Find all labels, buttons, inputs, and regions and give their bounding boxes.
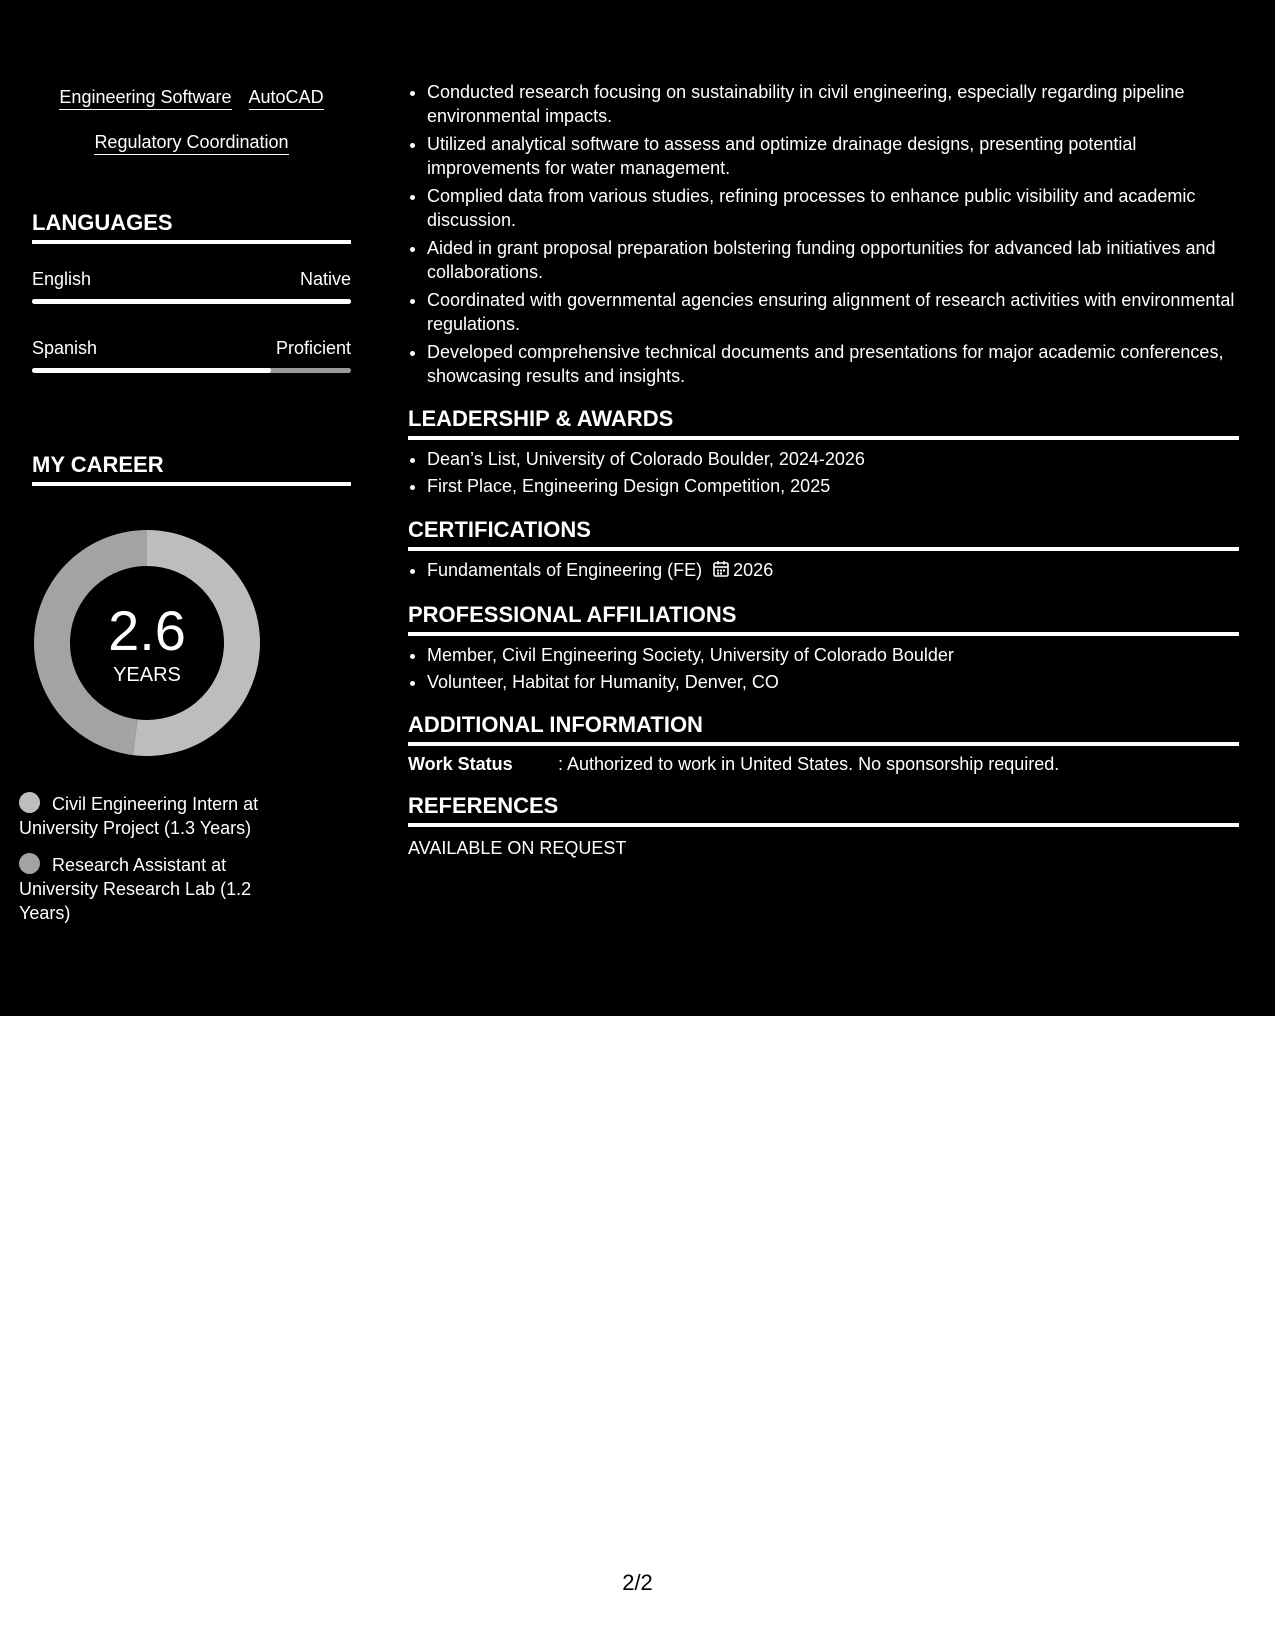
skill-tag: Engineering Software (59, 86, 231, 110)
career-legend-item (19, 792, 279, 840)
language-name: English (32, 269, 92, 289)
experience-bullet: • Utilized analytical software to assess and optimize drainage designs, presenting potential improvements for water management. (427, 132, 1239, 180)
references-text: AVAILABLE ON REQUEST (408, 838, 627, 858)
language-bar (32, 368, 351, 373)
experience-bullets (408, 80, 1239, 392)
certification-year: 2026 (733, 560, 774, 580)
languages-heading: LANGUAGES (32, 210, 351, 244)
language-bar-fill (32, 299, 351, 304)
career-role-label: Research Assistant at University Research Lab (1.2 Years) (19, 855, 252, 923)
affiliation-item: • Volunteer, Habitat for Humanity, Denver, CO (427, 670, 1239, 694)
language-english (32, 268, 351, 304)
language-name: Spanish (32, 338, 98, 358)
certifications-heading: CERTIFICATIONS (408, 517, 1239, 551)
career-legend-item (19, 853, 279, 925)
experience-bullet: • Conducted research focusing on sustainability in civil engineering, especially regarding pipeline environmental impacts. (427, 80, 1239, 128)
certifications-list (408, 558, 1239, 585)
affiliations-list (408, 643, 1239, 697)
career-total-unit: YEARS (113, 664, 181, 686)
legend-dot-icon (19, 792, 40, 813)
additional-info-heading: ADDITIONAL INFORMATION (408, 712, 1239, 746)
calendar-icon (712, 560, 730, 578)
career-total-years: 2.6 (108, 599, 186, 662)
career-heading: MY CAREER (32, 452, 351, 486)
experience-bullet: • Aided in grant proposal preparation bolstering funding opportunities for advanced lab initiatives and collaborations. (427, 236, 1239, 284)
award-item: • Dean’s List, University of Colorado Boulder, 2024-2026 (427, 447, 1239, 471)
awards-heading: LEADERSHIP & AWARDS (408, 406, 1239, 440)
affiliations-heading: PROFESSIONAL AFFILIATIONS (408, 602, 1239, 636)
awards-list (408, 447, 1239, 501)
experience-bullet: • Developed comprehensive technical documents and presentations for major academic conferences, showcasing results and insights. (427, 340, 1239, 388)
career-role-label: Civil Engineering Intern at University Project (1.3 Years) (19, 794, 259, 838)
experience-bullet: • Complied data from various studies, refining processes to enhance public visibility and academic discussion. (427, 184, 1239, 232)
skill-tag: Regulatory Coordination (94, 131, 288, 155)
experience-bullet: • Coordinated with governmental agencies ensuring alignment of research activities with environmental regulations. (427, 288, 1239, 336)
certification-name: Fundamentals of Engineering (FE) (427, 560, 703, 580)
references-heading: REFERENCES (408, 793, 1239, 827)
work-status-label: Work Status (408, 754, 513, 774)
language-level: Native (299, 269, 351, 289)
career-legend (19, 792, 279, 938)
award-item: • First Place, Engineering Design Competition, 2025 (427, 474, 1239, 498)
skills-tags (32, 86, 351, 176)
work-status-value: : Authorized to work in United States. No sponsorship required. (558, 754, 1060, 774)
language-bar (32, 299, 351, 304)
language-bar-fill (32, 368, 271, 373)
career-donut-chart (34, 530, 260, 756)
language-level: Proficient (275, 338, 351, 358)
page-number: 2/2 (622, 1570, 653, 1595)
work-status-row (408, 752, 1239, 776)
legend-dot-icon (19, 853, 40, 874)
skill-tag: AutoCAD (249, 86, 324, 110)
certification-item (427, 558, 1239, 582)
affiliation-item: • Member, Civil Engineering Society, University of Colorado Boulder (427, 643, 1239, 667)
language-spanish (32, 337, 351, 373)
